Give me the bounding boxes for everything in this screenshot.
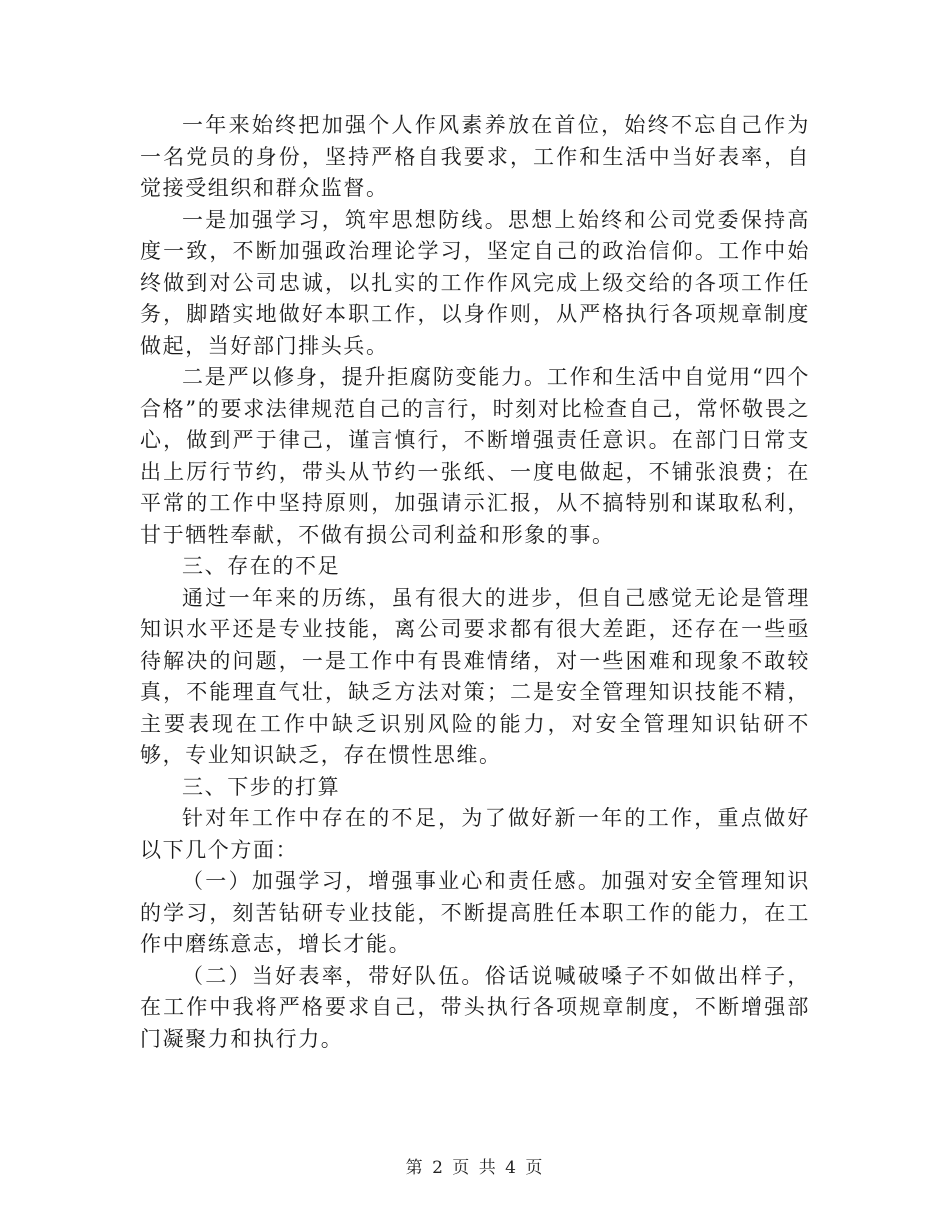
- page-number-footer: 第 2 页 共 4 页: [405, 1158, 545, 1178]
- paragraph-self-discipline: 二是严以修身，提升拒腐防变能力。工作和生活中自觉用“四个合格”的要求法律规范自己的言行，时刻对比检查自己，常怀敬畏之心，做到严于律己，谨言慎行，不断增强责任意识。在部门日常支出上厉行节约，带头从节约一张纸、一度电做起，不铺张浪费；在平常的工作中坚持原则，加强请示汇报，从不搞特别和谋取私利，甘于牺牲奉献，不做有损公司利益和形象的事。: [140, 365, 810, 547]
- paragraph-plan-item-2: （二）当好表率，带好队伍。俗话说喊破嗓子不如做出样子，在工作中我将严格要求自己，带头执行各项规章制度，不断增强部门凝聚力和执行力。: [140, 963, 810, 1051]
- paragraph-study: 一是加强学习，筑牢思想防线。思想上始终和公司党委保持高度一致，不断加强政治理论学习，坚定自己的政治信仰。工作中始终做到对公司忠诚，以扎实的工作作风完成上级交给的各项工作任务，脚踏实地做好本职工作，以身作则，从严格执行各项规章制度做起，当好部门排头兵。: [140, 207, 810, 358]
- section-heading-next-steps: 三、下步的打算: [182, 774, 341, 799]
- document-body: [140, 110, 810, 1055]
- paragraph-plan-item-1: （一）加强学习，增强事业心和责任感。加强对安全管理知识的学习，刻苦钻研专业技能，不断提高胜任本职工作的能力，在工作中磨练意志，增长才能。: [140, 869, 810, 956]
- section-heading-shortcomings: 三、存在的不足: [182, 554, 341, 578]
- paragraph-shortcomings: 通过一年来的历练，虽有很大的进步，但自己感觉无论是管理知识水平还是专业技能，离公司要求都有很大差距，还存在一些亟待解决的问题，一是工作中有畏难情绪，对一些困难和现象不敢较真，不能理直气壮，缺乏方法对策；二是安全管理知识技能不精，主要表现在工作中缺乏识别风险的能力，对安全管理知识钻研不够，专业知识缺乏，存在惯性思维。: [140, 585, 810, 767]
- paragraph-conduct-intro: 一年来始终把加强个人作风素养放在首位，始终不忘自己作为一名党员的身份，坚持严格自我要求，工作和生活中当好表率，自觉接受组织和群众监督。: [140, 113, 810, 200]
- paragraph-next-steps-intro: 针对年工作中存在的不足，为了做好新一年的工作，重点做好以下几个方面：: [140, 806, 810, 862]
